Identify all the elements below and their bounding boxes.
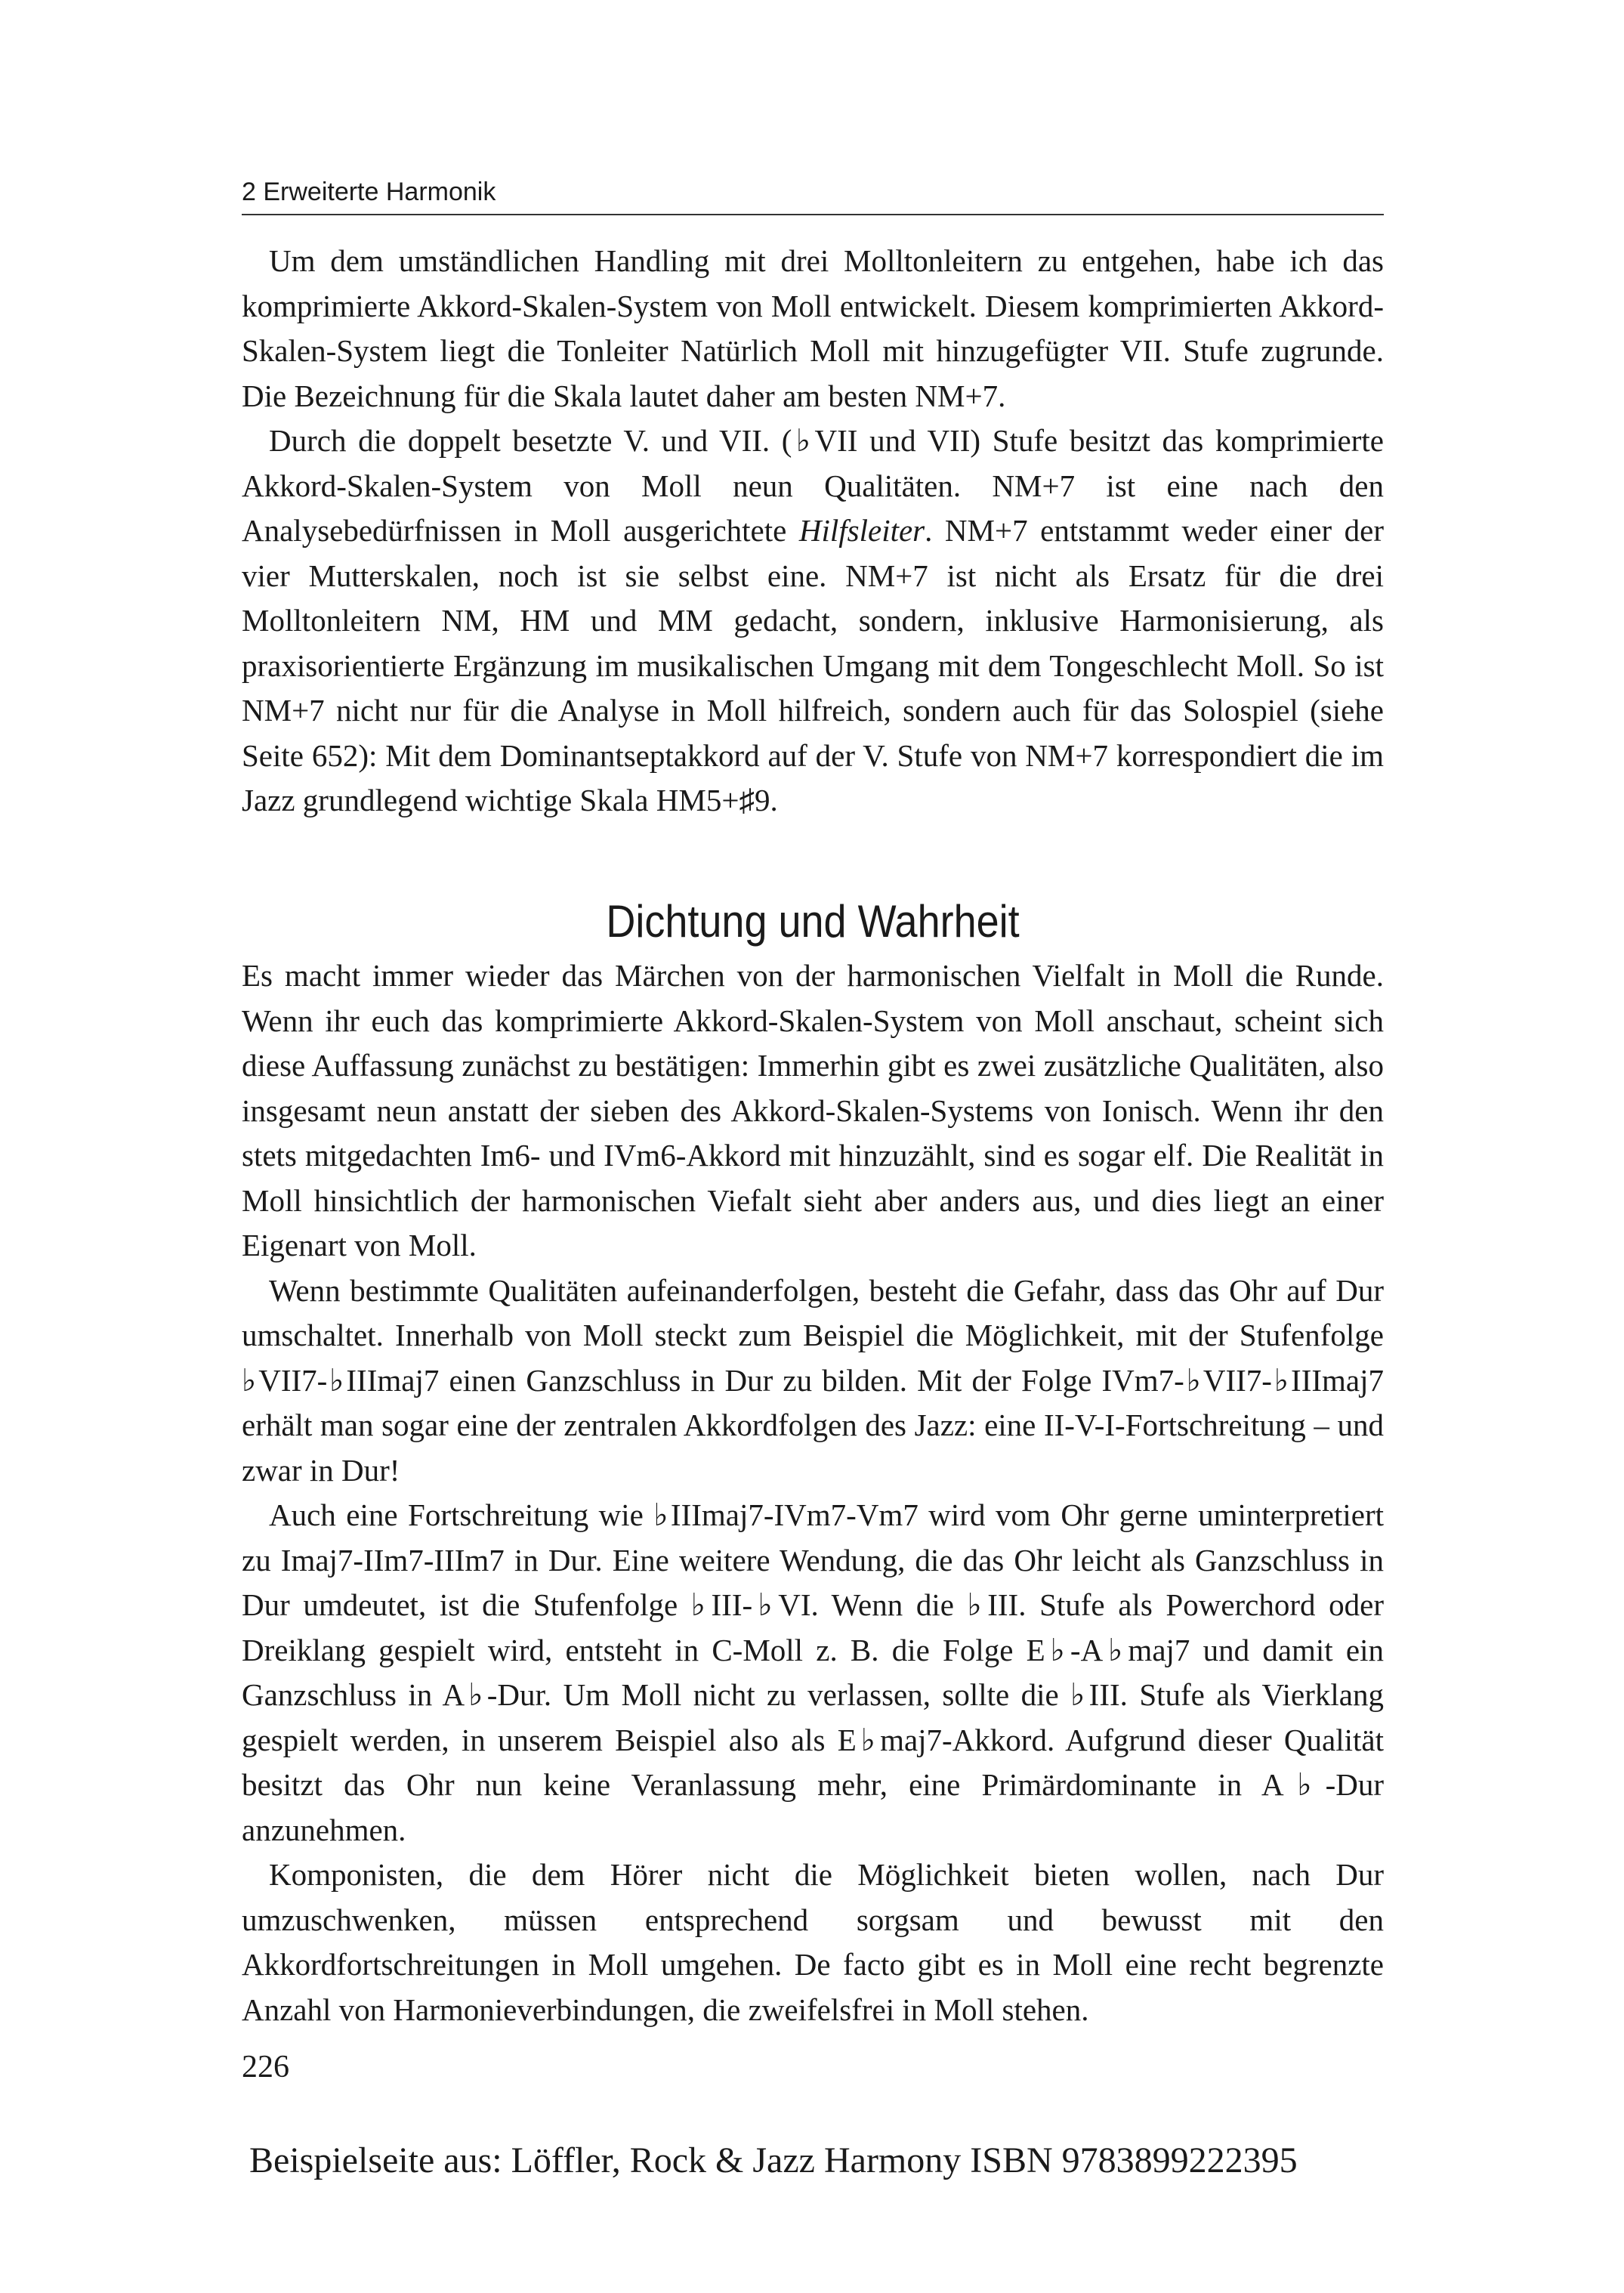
paragraph: Es macht immer wieder das Märchen von der harmonischen Vielfalt in Moll die Runde. Wenn ihr euch das komprimierte Akkord-Skalen-System von Moll anschaut, scheint sich diese Auffassung zunächst zu bestätigen: Immerhin gibt es zwei zusätzliche Qualitäten, also insgesamt neun anstatt der sieben des Akkord-Skalen-Systems von Ionisch. Wenn ihr den stets mitgedachten Im6- und IVm6-Akkord mit hinzuzählt, sind es sogar elf. Die Realität in Moll hinsichtlich der harmonischen Viefalt sieht aber anders aus, und dies liegt an einer Eigenart von Moll. xyxy=(242,958,1384,1262)
page-number: 226 xyxy=(242,2050,289,2084)
section-text-block xyxy=(242,953,1384,2032)
section-heading: Dichtung und Wahrheit xyxy=(606,895,1020,947)
emphasis-hilfsleiter: Hilfsleiter xyxy=(798,513,925,548)
paragraph: Komponisten, die dem Hörer nicht die Möglichkeit bieten wollen, nach Dur umzuschwenken, müssen entsprechend sorgsam und bewusst mit den Akkordfortschreitungen in Moll umgehen. De facto gibt es in Moll eine recht begrenzte Anzahl von Harmonieverbindungen, die zweifelsfrei in Moll stehen. xyxy=(242,1857,1384,2027)
paragraph: Auch eine Fortschreitung wie ♭IIImaj7-IVm7-Vm7 wird vom Ohr gerne uminterpretiert zu Imaj7-IIm7-IIIm7 in Dur. Eine weitere Wendung, die das Ohr leicht als Ganzschluss in Dur umdeutet, ist die Stufenfolge ♭III-♭VI. Wenn die ♭III. Stufe als Powerchord oder Dreiklang gespielt wird, entsteht in C-Moll z. B. die Folge E♭-A♭maj7 und damit ein Ganzschluss in A♭-Dur. Um Moll nicht zu verlassen, sollte die ♭III. Stufe als Vierklang gespielt werden, in unserem Beispiel also als E♭maj7-Akkord. Aufgrund dieser Qualität besitzt das Ohr nun keine Veranlassung mehr, eine Primärdominante in A♭-Dur anzunehmen. xyxy=(242,1497,1384,1847)
source-note: Beispielseite aus: Löffler, Rock & Jazz Harmony ISBN 9783899222395 xyxy=(249,2140,1298,2180)
paragraph: Wenn bestimmte Qualitäten aufeinanderfolgen, besteht die Gefahr, dass das Ohr auf Dur umschaltet. Innerhalb von Moll steckt zum Beispiel die Möglichkeit, mit der Stufenfolge ♭VII7-♭IIImaj7 einen Ganzschluss in Dur zu bilden. Mit der Folge IVm7-♭VII7-♭IIImaj7 erhält man sogar eine der zentralen Akkordfolgen des Jazz: eine II-V-I-Fortschreitung – und zwar in Dur! xyxy=(242,1272,1384,1488)
paragraph xyxy=(242,419,1384,824)
text-run: Durch die doppelt besetzte V. und VII. (♭VII und VII) Stufe besitzt das komprimierte Akkord-Skalen-System von Moll neun Qualitäten. NM+7 ist eine nach den Analysebedürfnissen in Moll ausgerichtete xyxy=(242,423,1384,548)
intro-text-block xyxy=(242,239,1384,824)
paragraph: Um dem umständlichen Handling mit drei Molltonleitern zu entgehen, habe ich das komprimierte Akkord-Skalen-System von Moll entwickelt. Diesem komprimierten Akkord-Skalen-System liegt die Tonleiter Natürlich Moll mit hinzugefügter VII. Stufe zugrunde. Die Bezeichnung für die Skala lautet daher am besten NM+7. xyxy=(242,243,1384,413)
running-head: 2 Erweiterte Harmonik xyxy=(242,178,496,206)
text-run: . NM+7 entstammt weder einer der vier Mutterskalen, noch ist sie selbst eine. NM+7 ist nicht als Ersatz für die drei Molltonleitern NM, HM und MM gedacht, sondern, inklusive Harmonisierung, als praxisorientierte Ergänzung im musikalischen Umgang mit dem Tongeschlecht Moll. So ist NM+7 nicht nur für die Analyse in Moll hilfreich, sondern auch für das Solospiel (siehe Seite 652): Mit dem Dominantseptakkord auf der V. Stufe von NM+7 korrespondiert die im Jazz grundlegend wichtige Skala HM5+♯9. xyxy=(242,513,1384,817)
header-rule xyxy=(242,214,1384,215)
